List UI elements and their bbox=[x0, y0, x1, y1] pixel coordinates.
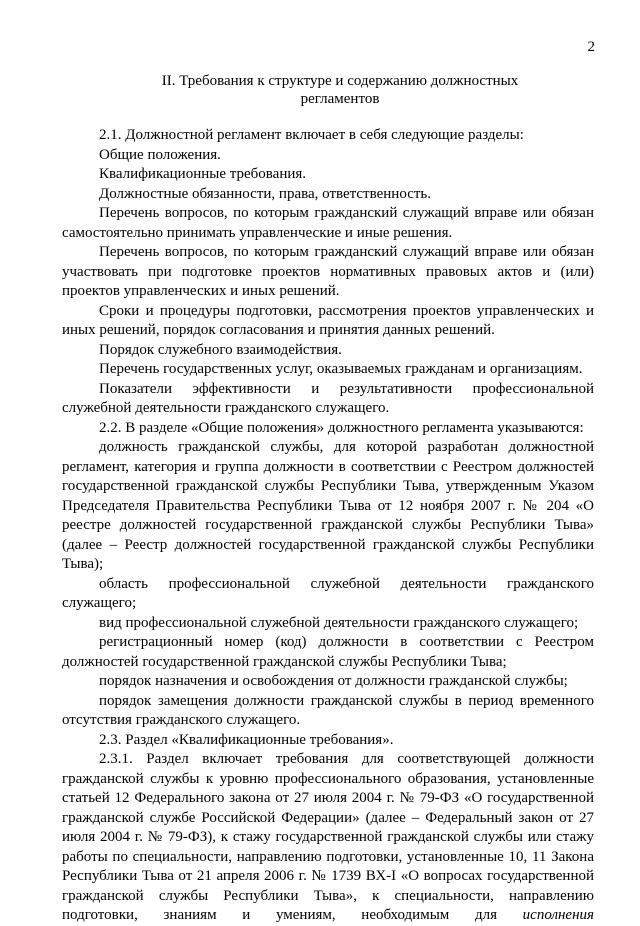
document-body bbox=[62, 126, 594, 926]
paragraph-activity-type: вид профессиональной служебной деятельности гражданского служащего; bbox=[99, 614, 579, 631]
section-heading bbox=[90, 72, 590, 108]
paragraph-duties-rights: Должностные обязанности, права, ответственность. bbox=[99, 185, 431, 202]
paragraph-independent-decisions: Перечень вопросов, по которым гражданский служащий вправе или обязан самостоятельно принимать управленческие и иные решения. bbox=[62, 205, 594, 241]
section-heading-line-1: II. Требования к структуре и содержанию должностных bbox=[161, 73, 519, 89]
paragraph-general-provisions: Общие положения. bbox=[99, 146, 221, 163]
paragraph-terms-procedures: Сроки и процедуры подготовки, рассмотрения проектов управленческих и иных решений, порядок согласования и принятия данных решений. bbox=[62, 302, 594, 338]
paragraph-2-3-1-last-word: исполнения bbox=[522, 907, 594, 923]
paragraph-2-3-1 bbox=[62, 750, 594, 926]
paragraph-draft-acts: Перечень вопросов, по которым гражданский служащий вправе или обязан участвовать при подготовке проектов нормативных правовых актов и (или) проектов управленческих и иных решений. bbox=[62, 244, 594, 299]
paragraph-2-3-1-text: 2.3.1. Раздел включает требования для соответствующей должности гражданской службы к уровню профессионального образования, установленные статьей 12 Федерального закона от 27 июля 2004 г. № 79-ФЗ «О государственной гражданской службе Российской Федерации» (далее – Федеральный закон от 27 июля 2004 г. № 79-ФЗ), к стажу государственной гражданской службы или стажу работы по специальности, направлению подготовки, установленные 10, 11 Закона Республики Тыва от 21 апреля 2006 г. № 1739 ВХ-I «О вопросах государственной гражданской службы Республики Тыва», к специальности, направлению подготовки, знаниям и умениям, необходимым для bbox=[62, 751, 594, 923]
paragraph-substitution: порядок замещения должности гражданской службы в период временного отсутствия гражданского служащего. bbox=[62, 692, 594, 728]
section-heading-line-2: регламентов bbox=[300, 91, 380, 107]
paragraph-registration-number: регистрационный номер (код) должности в соответствии с Реестром должностей государственной гражданской службы Республики Тыва; bbox=[62, 634, 594, 670]
paragraph-2-3-heading: 2.3. Раздел «Квалификационные требования». bbox=[99, 731, 394, 748]
paragraph-public-services: Перечень государственных услуг, оказываемых гражданам и организациям. bbox=[99, 361, 583, 377]
paragraph-position: должность гражданской службы, для которой разработан должностной регламент, категория и группа должности в соответствии с Реестром должностей государственной гражданской службы Республики Тыва, утвержденным Указом Председателя Правительства Республики Тыва от 12 ноября 2007 г. № 204 «О реестре должностей государственной гражданской службы Республики Тыва» (далее – Реестр должностей государственной гражданской службы Республики Тыва); bbox=[62, 439, 594, 572]
paragraph-qualification-requirements: Квалификационные требования. bbox=[99, 166, 307, 182]
paragraph-activity-area: область профессиональной служебной деятельности гражданского служащего; bbox=[62, 575, 594, 611]
page-number: 2 bbox=[587, 39, 595, 55]
paragraph-performance-indicators: Показатели эффективности и результативности профессиональной служебной деятельности гражданского служащего. bbox=[62, 380, 594, 416]
paragraph-2-1-intro: 2.1. Должностной регламент включает в себя следующие разделы: bbox=[99, 127, 524, 143]
paragraph-2-2-intro: 2.2. В разделе «Общие положения» должностного регламента указываются: bbox=[99, 419, 584, 436]
paragraph-appointment: порядок назначения и освобождения от должности гражданской службы; bbox=[99, 673, 568, 689]
paragraph-interaction: Порядок служебного взаимодействия. bbox=[99, 341, 342, 358]
